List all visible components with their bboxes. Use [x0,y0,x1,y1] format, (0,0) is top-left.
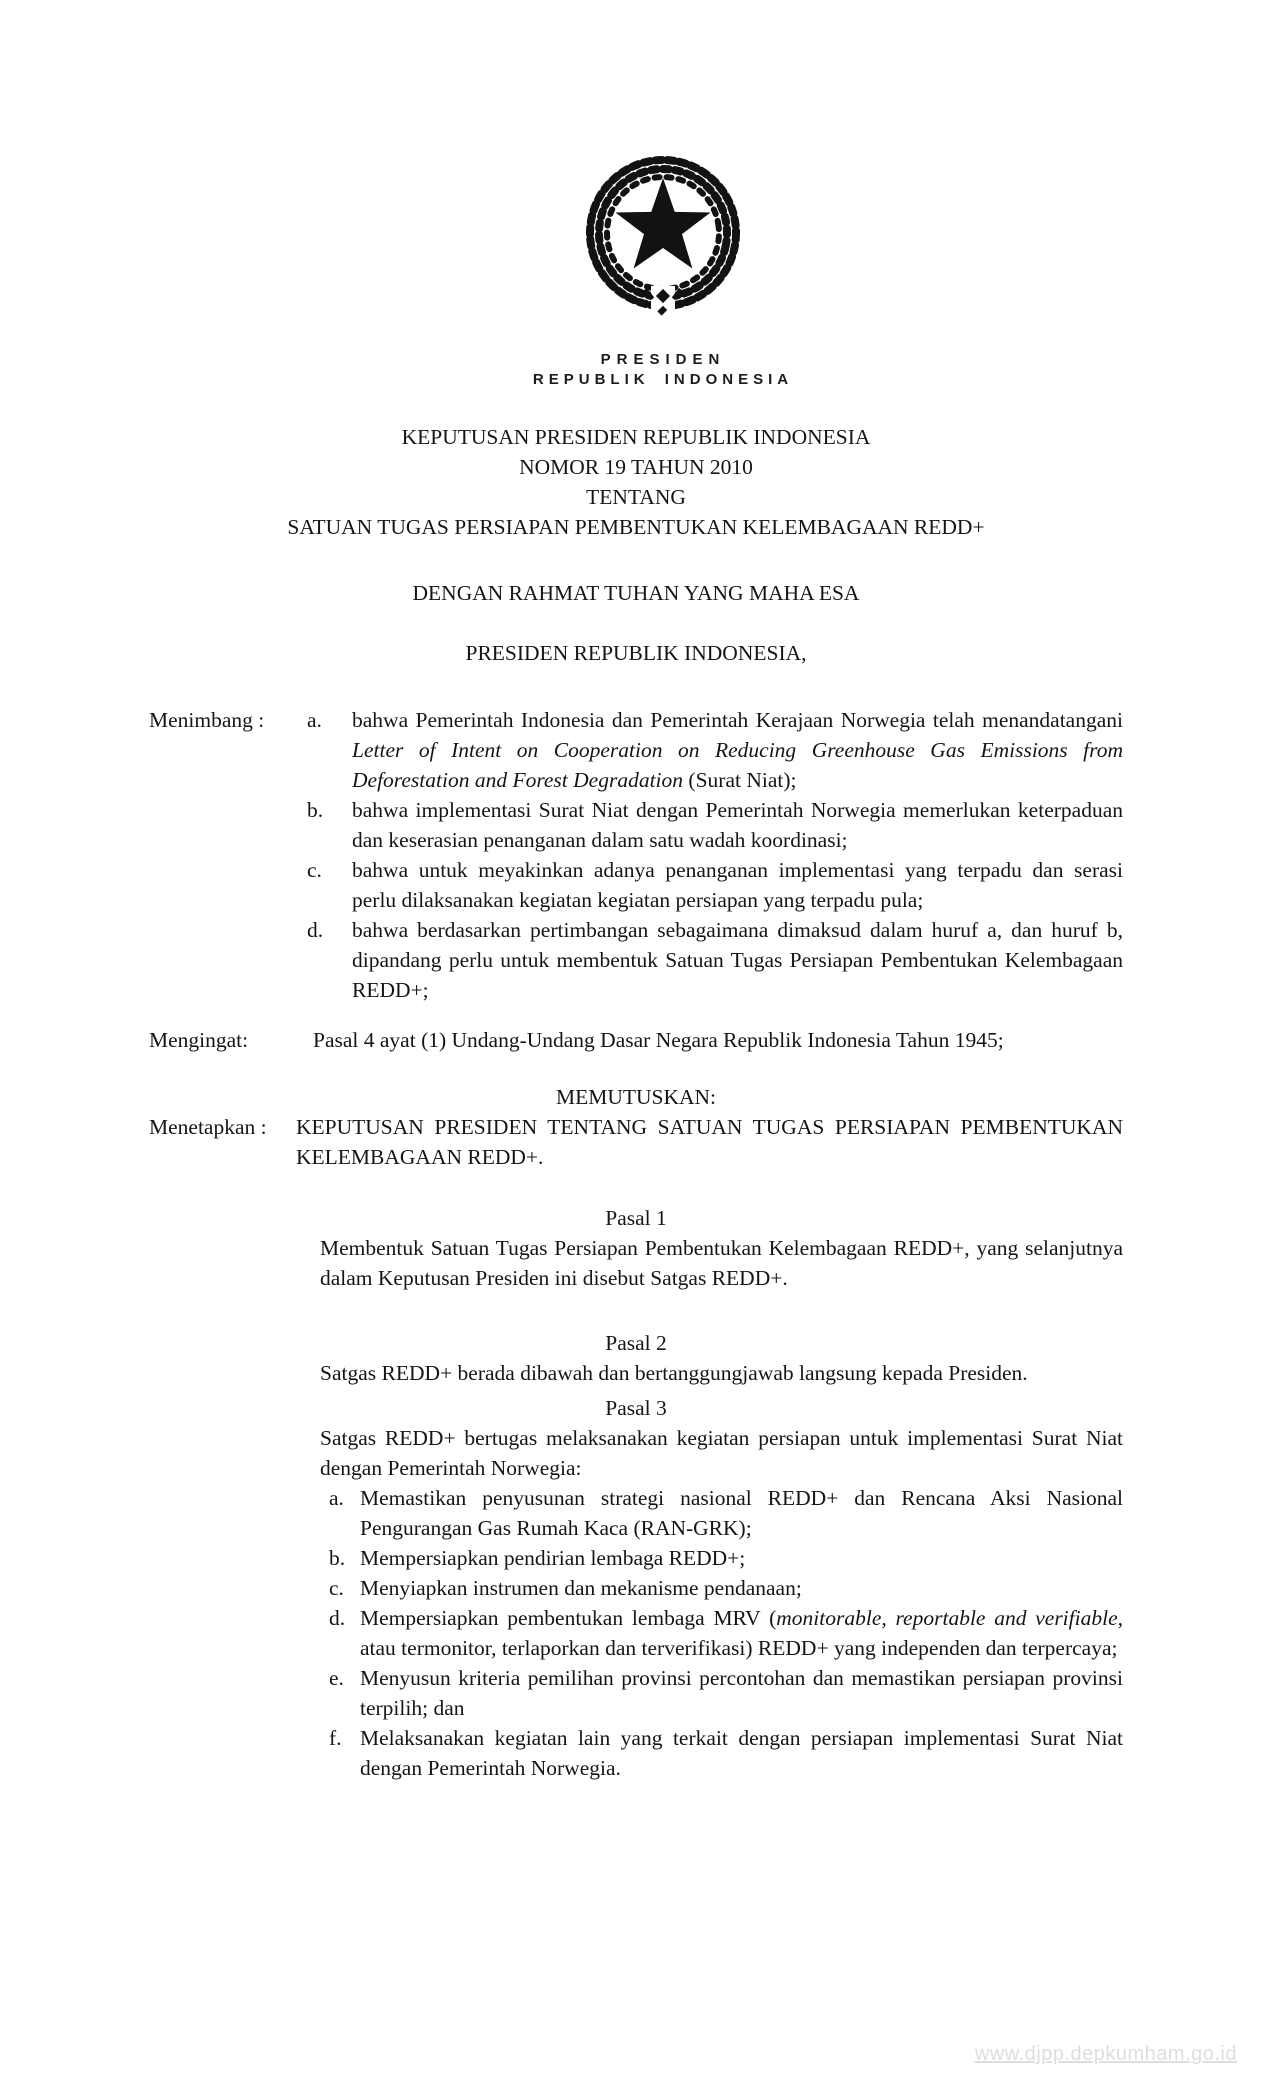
pasal-3-d-italic: monitorable, reportable and verifiable [776,1606,1118,1630]
menetapkan-text: KEPUTUSAN PRESIDEN TENTANG SATUAN TUGAS PERSIAPAN PEMBENTUKAN KELEMBAGAAN REDD+. [296,1115,1123,1169]
menimbang-item-b: b. bahwa implementasi Surat Niat dengan Pemerintah Norwegia memerlukan keterpaduan dan keserasian penanganan dalam satu wadah koordinasi; [307,795,1123,855]
menimbang-item-a: a. bahwa Pemerintah Indonesia dan Pemerintah Kerajaan Norwegia telah menandatangani Letter of Intent on Cooperation on Reducing Greenhouse Gas Emissions from Deforestation and Forest Degradation (Surat Niat); [307,708,1123,792]
pasal-1-body: Membentuk Satuan Tugas Persiapan Pembentukan Kelembagaan REDD+, yang selanjutnya dalam Keputusan Presiden ini disebut Satgas REDD+. [320,1236,1123,1290]
pasal-3-item-a: a. Memastikan penyusunan strategi nasional REDD+ dan Rencana Aksi Nasional Pengurangan Gas Rumah Kaca (RAN-GRK); [329,1483,1123,1543]
menimbang-c-text: bahwa untuk meyakinkan adanya penanganan implementasi yang terpadu dan serasi perlu dilaksanakan kegiatan kegiatan persiapan yang terpadu pula; [352,858,1123,912]
presidential-seal [483,0,843,390]
pasal-3-e-text: Menyusun kriteria pemilihan provinsi percontohan dan memastikan persiapan provinsi terpilih; dan [360,1666,1123,1720]
pasal-3-a-text: Memastikan penyusunan strategi nasional REDD+ dan Rencana Aksi Nasional Pengurangan Gas Rumah Kaca (RAN-GRK); [360,1486,1123,1540]
menetapkan-label: Menetapkan : [149,1115,267,1139]
pasal-3-heading: Pasal 3 [605,1396,667,1420]
pasal-3-item-f: f. Melaksanakan kegiatan lain yang terkait dengan persiapan implementasi Surat Niat dengan Pemerintah Norwegia. [329,1723,1123,1783]
menimbang-a-text: bahwa Pemerintah Indonesia dan Pemerintah Kerajaan Norwegia telah menandatangani [352,708,1123,732]
issuer-line: PRESIDEN REPUBLIK INDONESIA, [465,641,807,665]
menimbang-items [307,705,1123,1005]
menimbang-item-c: c. bahwa untuk meyakinkan adanya penanganan implementasi yang terpadu dan serasi perlu dilaksanakan kegiatan kegiatan persiapan yang terpadu pula; [307,855,1123,915]
pasal-3-item-e: e. Menyusun kriteria pemilihan provinsi percontohan dan memastikan persiapan provinsi terpilih; dan [329,1663,1123,1723]
mengingat-section [149,1025,1123,1055]
menimbang-section [149,705,1123,1005]
menimbang-a-italic: Letter of Intent on Cooperation on Reducing Greenhouse Gas Emissions from Deforestation and Forest Degradation [352,738,1123,792]
invocation-line: DENGAN RAHMAT TUHAN YANG MAHA ESA [412,581,860,605]
mengingat-label: Mengingat: [149,1028,249,1052]
pasal-3-items [329,1483,1123,1783]
seal-caption-presiden: PRESIDEN [600,351,726,368]
pasal-3-c-text: Menyiapkan instrumen dan mekanisme pendanaan; [360,1576,802,1600]
title-line-3: TENTANG [586,485,686,509]
pasal-3-f-text: Melaksanakan kegiatan lain yang terkait dengan persiapan implementasi Surat Niat dengan Pemerintah Norwegia. [360,1726,1123,1780]
menimbang-label: Menimbang : [149,708,265,732]
pasal-2-heading: Pasal 2 [605,1331,667,1355]
pasal-1-heading: Pasal 1 [605,1206,667,1230]
seal-caption-republik-indonesia: REPUBLIK INDONESIA [532,371,794,388]
pasal-2-body: Satgas REDD+ berada dibawah dan bertanggungjawab langsung kepada Presiden. [320,1361,1028,1385]
mengingat-text: Pasal 4 ayat (1) Undang-Undang Dasar Negara Republik Indonesia Tahun 1945; [313,1028,1004,1052]
menimbang-a-tail: (Surat Niat); [683,768,797,792]
watermark-url: www.djpp.depkumham.go.id [974,2043,1237,2065]
menetapkan-section [149,1112,1123,1172]
menimbang-item-d: d. bahwa berdasarkan pertimbangan sebagaimana dimaksud dalam huruf a, dan huruf b, dipandang perlu untuk membentuk Satuan Tugas Persiapan Pembentukan Kelembagaan REDD+; [307,915,1123,1005]
title-line-4: SATUAN TUGAS PERSIAPAN PEMBENTUKAN KELEMBAGAAN REDD+ [287,515,985,539]
memutuskan-heading: MEMUTUSKAN: [555,1085,717,1109]
title-line-2: NOMOR 19 TAHUN 2010 [519,455,753,479]
star-wreath-seal-icon [578,148,748,318]
title-line-1: KEPUTUSAN PRESIDEN REPUBLIK INDONESIA [401,425,871,449]
pasal-3-d-text: Mempersiapkan pembentukan lembaga MRV ( [360,1606,777,1630]
pasal-3-intro: Satgas REDD+ bertugas melaksanakan kegiatan persiapan untuk implementasi Surat Niat dengan Pemerintah Norwegia: [320,1426,1123,1480]
document-title-block [149,422,1123,542]
pasal-3-d-tail: , atau termonitor, terlaporkan dan terverifikasi) REDD+ yang independen dan terpercaya; [360,1606,1123,1660]
pasal-3-b-text: Mempersiapkan pendirian lembaga REDD+; [360,1546,746,1570]
menimbang-b-text: bahwa implementasi Surat Niat dengan Pemerintah Norwegia memerlukan keterpaduan dan keserasian penanganan dalam satu wadah koordinasi; [352,798,1123,852]
menimbang-d-text: bahwa berdasarkan pertimbangan sebagaimana dimaksud dalam huruf a, dan huruf b, dipandang perlu untuk membentuk Satuan Tugas Persiapan Pembentukan Kelembagaan REDD+; [352,918,1123,1002]
pasal-3-item-b: b. Mempersiapkan pendirian lembaga REDD+; [329,1543,1123,1573]
pasal-3-item-c: c. Menyiapkan instrumen dan mekanisme pendanaan; [329,1573,1123,1603]
pasal-3-item-d: d. Mempersiapkan pembentukan lembaga MRV (monitorable, reportable and verifiable, atau termonitor, terlaporkan dan terverifikasi) REDD+ yang independen dan terpercaya; [329,1606,1123,1660]
